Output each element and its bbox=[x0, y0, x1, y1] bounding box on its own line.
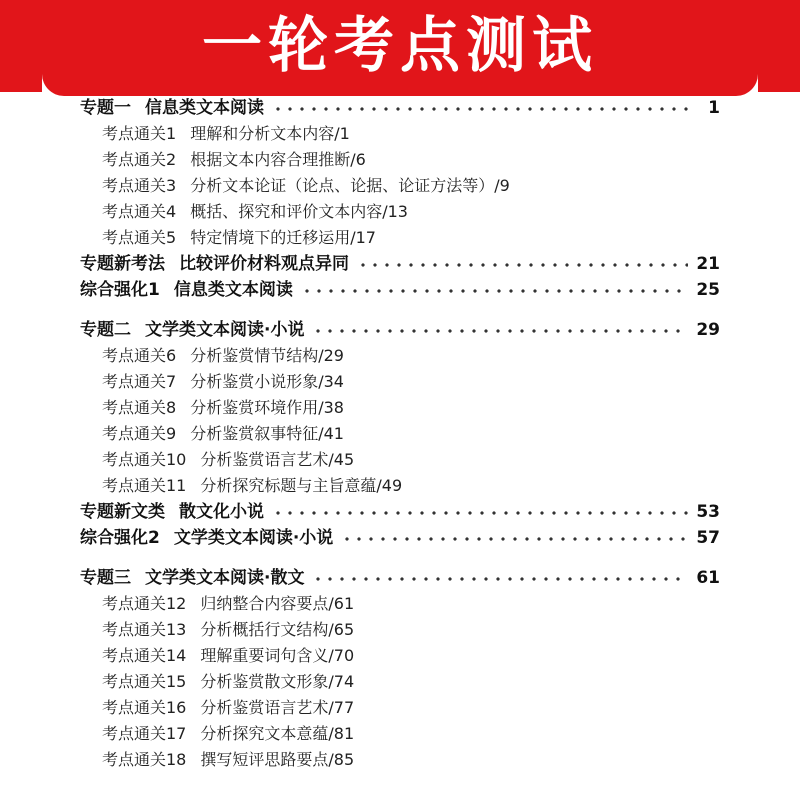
toc-row-text bbox=[102, 147, 366, 173]
checkpoint-label: 考点通关13 bbox=[102, 620, 187, 639]
toc-row-text bbox=[102, 369, 344, 395]
toc-row-text bbox=[102, 721, 354, 747]
toc-entry-row bbox=[80, 199, 720, 225]
checkpoint-label: 考点通关9 bbox=[102, 424, 177, 443]
topic-title: 信息类文本阅读 bbox=[145, 98, 264, 118]
checkpoint-title: 特定情境下的迁移运用/17 bbox=[190, 228, 376, 247]
toc-heading-row bbox=[80, 499, 720, 525]
checkpoint-label: 考点通关8 bbox=[102, 398, 177, 417]
toc-row-text bbox=[102, 747, 354, 773]
toc-row-text bbox=[102, 695, 354, 721]
toc-entry-row bbox=[80, 447, 720, 473]
checkpoint-label: 考点通关10 bbox=[102, 450, 187, 469]
toc-entry-row bbox=[80, 473, 720, 499]
toc-entry-row bbox=[80, 121, 720, 147]
toc-entry-row bbox=[80, 421, 720, 447]
topic-label: 综合强化2 bbox=[80, 528, 160, 548]
checkpoint-label: 考点通关5 bbox=[102, 228, 177, 247]
checkpoint-title: 分析鉴赏散文形象/74 bbox=[200, 672, 355, 691]
checkpoint-title: 分析文本论证（论点、论据、论证方法等）/9 bbox=[190, 176, 510, 195]
toc-heading-row bbox=[80, 565, 720, 591]
toc-row-text bbox=[102, 199, 408, 225]
checkpoint-title: 概括、探究和评价文本内容/13 bbox=[190, 202, 408, 221]
toc-row-text bbox=[80, 525, 333, 551]
topic-label: 专题二 bbox=[80, 320, 131, 340]
toc-row-text bbox=[80, 565, 304, 591]
checkpoint-label: 考点通关4 bbox=[102, 202, 177, 221]
checkpoint-title: 分析鉴赏语言艺术/45 bbox=[200, 450, 355, 469]
dot-leader bbox=[272, 107, 690, 111]
checkpoint-label: 考点通关14 bbox=[102, 646, 187, 665]
toc-entry-row bbox=[80, 643, 720, 669]
toc-row-text bbox=[80, 251, 349, 277]
toc-entry-row bbox=[80, 395, 720, 421]
topic-label: 专题新文类 bbox=[80, 502, 165, 522]
topic-label: 综合强化1 bbox=[80, 280, 160, 300]
toc-heading-row bbox=[80, 317, 720, 343]
toc-section bbox=[80, 565, 720, 773]
toc-entry-row bbox=[80, 173, 720, 199]
toc-heading-row bbox=[80, 251, 720, 277]
checkpoint-title: 根据文本内容合理推断/6 bbox=[190, 150, 366, 169]
dot-leader bbox=[312, 577, 688, 581]
toc-entry-row bbox=[80, 369, 720, 395]
checkpoint-title: 分析鉴赏语言艺术/77 bbox=[200, 698, 355, 717]
table-of-contents bbox=[80, 95, 720, 787]
topic-label: 专题新考法 bbox=[80, 254, 165, 274]
page-number: 25 bbox=[696, 280, 720, 300]
checkpoint-title: 归纳整合内容要点/61 bbox=[200, 594, 355, 613]
toc-entry-row bbox=[80, 343, 720, 369]
toc-entry-row bbox=[80, 591, 720, 617]
toc-section bbox=[80, 317, 720, 551]
dot-leader bbox=[272, 511, 688, 515]
toc-row-text bbox=[80, 317, 304, 343]
checkpoint-label: 考点通关1 bbox=[102, 124, 177, 143]
toc-entry-row bbox=[80, 225, 720, 251]
checkpoint-label: 考点通关16 bbox=[102, 698, 187, 717]
checkpoint-label: 考点通关15 bbox=[102, 672, 187, 691]
topic-title: 信息类文本阅读 bbox=[173, 280, 293, 300]
toc-entry-row bbox=[80, 669, 720, 695]
page-number: 61 bbox=[696, 568, 720, 588]
dot-leader bbox=[312, 329, 688, 333]
checkpoint-title: 分析鉴赏环境作用/38 bbox=[190, 398, 344, 417]
topic-title: 比较评价材料观点异同 bbox=[179, 254, 349, 274]
checkpoint-label: 考点通关3 bbox=[102, 176, 177, 195]
topic-title: 文学类文本阅读·散文 bbox=[145, 568, 305, 588]
checkpoint-title: 理解重要词句含义/70 bbox=[200, 646, 355, 665]
toc-entry-row bbox=[80, 695, 720, 721]
toc-row-text bbox=[102, 473, 402, 499]
checkpoint-title: 分析探究标题与主旨意蕴/49 bbox=[200, 476, 403, 495]
page-number: 53 bbox=[696, 502, 720, 522]
toc-row-text bbox=[102, 225, 376, 251]
checkpoint-title: 分析鉴赏小说形象/34 bbox=[190, 372, 344, 391]
topic-title: 散文化小说 bbox=[179, 502, 264, 522]
page-number: 1 bbox=[708, 98, 720, 118]
checkpoint-title: 分析概括行文结构/65 bbox=[200, 620, 355, 639]
toc-row-text bbox=[102, 395, 344, 421]
checkpoint-label: 考点通关2 bbox=[102, 150, 177, 169]
checkpoint-title: 撰写短评思路要点/85 bbox=[200, 750, 355, 769]
toc-section bbox=[80, 95, 720, 303]
toc-row-text bbox=[102, 343, 344, 369]
page-number: 57 bbox=[696, 528, 720, 548]
checkpoint-title: 分析探究文本意蕴/81 bbox=[200, 724, 355, 743]
toc-row-text bbox=[102, 447, 354, 473]
toc-row-text bbox=[102, 591, 354, 617]
checkpoint-label: 考点通关11 bbox=[102, 476, 187, 495]
page-title: 一轮考点测试 bbox=[202, 11, 598, 81]
toc-row-text bbox=[102, 173, 510, 199]
toc-row-text bbox=[102, 669, 354, 695]
checkpoint-label: 考点通关6 bbox=[102, 346, 177, 365]
checkpoint-title: 分析鉴赏情节结构/29 bbox=[190, 346, 344, 365]
page-number: 21 bbox=[696, 254, 720, 274]
checkpoint-label: 考点通关12 bbox=[102, 594, 187, 613]
toc-row-text bbox=[102, 643, 354, 669]
toc-row-text bbox=[80, 277, 293, 303]
topic-title: 文学类文本阅读·小说 bbox=[173, 528, 334, 548]
checkpoint-label: 考点通关18 bbox=[102, 750, 187, 769]
dot-leader bbox=[341, 537, 688, 541]
toc-entry-row bbox=[80, 747, 720, 773]
dot-leader bbox=[301, 289, 688, 293]
toc-row-text bbox=[102, 617, 354, 643]
toc-row-text bbox=[102, 421, 344, 447]
toc-entry-row bbox=[80, 617, 720, 643]
toc-row-text bbox=[102, 121, 350, 147]
checkpoint-title: 分析鉴赏叙事特征/41 bbox=[190, 424, 344, 443]
checkpoint-title: 理解和分析文本内容/1 bbox=[190, 124, 350, 143]
toc-heading-row bbox=[80, 525, 720, 551]
toc-entry-row bbox=[80, 147, 720, 173]
topic-label: 专题三 bbox=[80, 568, 131, 588]
toc-heading-row bbox=[80, 95, 720, 121]
checkpoint-label: 考点通关17 bbox=[102, 724, 187, 743]
toc-entry-row bbox=[80, 721, 720, 747]
topic-title: 文学类文本阅读·小说 bbox=[145, 320, 305, 340]
toc-row-text bbox=[80, 95, 264, 121]
title-banner bbox=[0, 0, 800, 92]
toc-heading-row bbox=[80, 277, 720, 303]
dot-leader bbox=[357, 263, 688, 267]
topic-label: 专题一 bbox=[80, 98, 131, 118]
page-number: 29 bbox=[696, 320, 720, 340]
toc-row-text bbox=[80, 499, 264, 525]
checkpoint-label: 考点通关7 bbox=[102, 372, 177, 391]
